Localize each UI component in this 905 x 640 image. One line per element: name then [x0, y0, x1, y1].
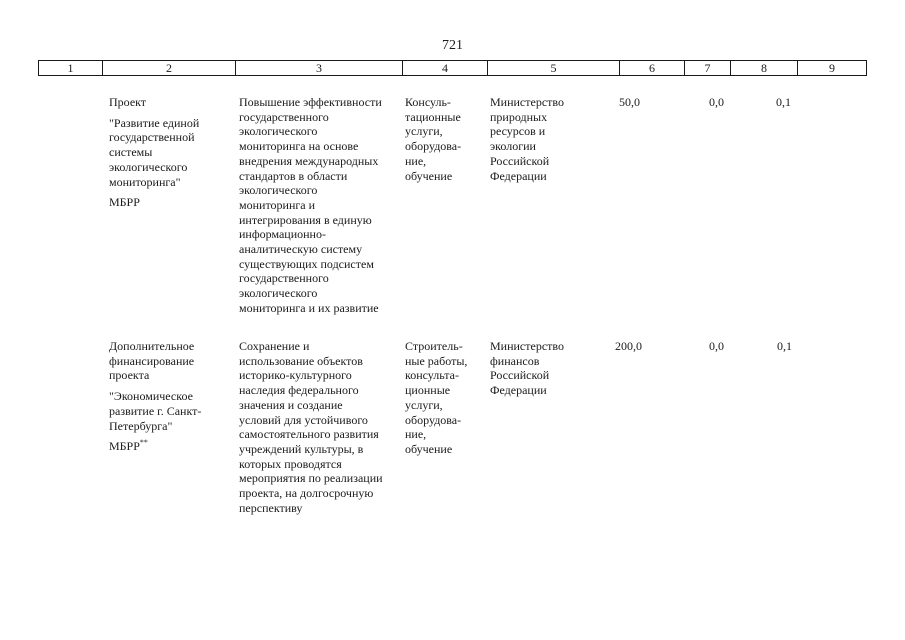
- project-components-cell: Консуль- тационные услуги, оборудова- ние, обучение: [405, 95, 462, 183]
- column-number-8: 8: [731, 61, 798, 75]
- responsible-agency-cell: Министерство финансов Российской Федерации: [490, 339, 564, 398]
- project-description-cell: [109, 339, 233, 454]
- responsible-agency-cell: Министерство природных ресурсов и экологии Российской Федерации: [490, 95, 564, 183]
- project-title: Дополнительное финансирование проекта: [109, 339, 195, 383]
- column-number-9: 9: [829, 61, 835, 75]
- project-title: Проект: [109, 95, 147, 109]
- lender-name: МБРР: [109, 195, 140, 210]
- project-components-cell: Строитель- ные работы, консульта- ционные услуги, оборудова- ние, обучение: [405, 339, 468, 456]
- project-name: "Экономическое развитие г. Санкт- Петербурга": [109, 389, 202, 433]
- column-number-7: 7: [685, 61, 731, 75]
- footnote-mark: **: [139, 438, 148, 448]
- value-cell: 0,1: [777, 339, 792, 353]
- value-cell: 0,1: [776, 95, 791, 109]
- column-number-1: 1: [39, 61, 103, 75]
- value-cell: 0,0: [709, 339, 724, 353]
- value-cell: 0,0: [709, 95, 724, 109]
- column-number-6: 6: [620, 61, 685, 75]
- page-number: 721: [442, 38, 463, 53]
- column-number-4: 4: [403, 61, 488, 75]
- project-description-cell: [109, 95, 233, 210]
- lender-name: МБРР**: [109, 438, 148, 454]
- amount-cell: 200,0: [615, 339, 642, 353]
- project-goal-cell: Повышение эффективности государственного экологического мониторинга на основе внедрения международных стандартов в области экологического мониторинга и интегрирования в единую информационно- аналитическую систему существующих подсистем государственного экологического мониторинга и их развитие: [239, 95, 382, 315]
- column-number-2: 2: [103, 61, 236, 75]
- column-number-header: [38, 60, 867, 76]
- project-goal-cell: Сохранение и использование объектов историко-культурного наследия федерального значения и создание условий для устойчивого самостоятельного развития учреждений культуры, в которых проводятся мероприятия по реализации проекта, на долгосрочную перспективу: [239, 339, 383, 515]
- amount-cell: 50,0: [619, 95, 640, 109]
- column-number-3: 3: [236, 61, 403, 75]
- project-name: "Развитие единой государственной системы экологического мониторинга": [109, 115, 200, 189]
- column-number-5: 5: [488, 61, 620, 75]
